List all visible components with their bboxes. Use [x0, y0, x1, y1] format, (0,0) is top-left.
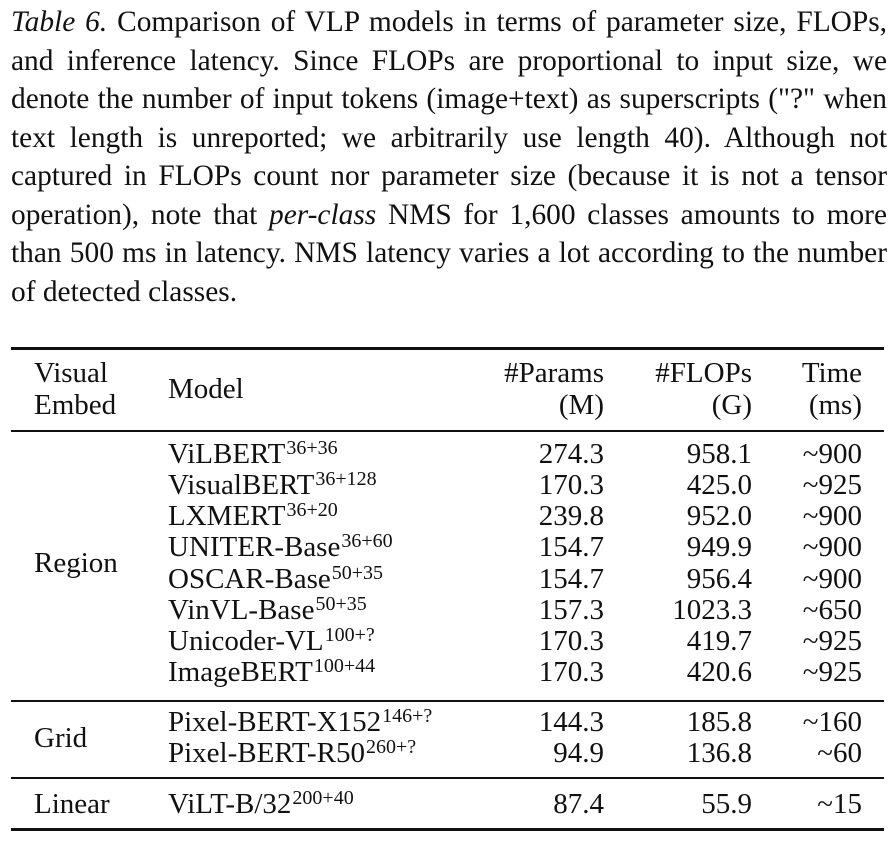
- header-visual-embed-2: Embed: [34, 389, 117, 421]
- header-params-2: (M): [558, 389, 604, 421]
- model-name-text: Pixel-BERT-X152: [168, 706, 382, 738]
- token-count: 36+128: [315, 468, 377, 490]
- time-cell: ~925: [802, 469, 862, 501]
- model-name: [168, 500, 338, 535]
- caption-text: Comparison of VLP models in terms of parameter size, FLOPs, and inference latency. Since FLOPs are proportional to input size, we denote the number of input tokens (image+text) as superscripts ("?" when text length is unreported; we arbitrarily use length 40). Although not captured in FLOPs count nor parameter size (because it is not a tensor operation), note that: [11, 6, 888, 231]
- params-cell: 170.3: [538, 656, 604, 688]
- header-params-1: #Params: [504, 357, 604, 389]
- model-name-text: ViLBERT: [168, 438, 286, 470]
- model-name: [168, 737, 416, 772]
- header-rule: [11, 430, 884, 432]
- flops-cell: 55.9: [701, 788, 752, 820]
- time-cell: ~900: [802, 438, 862, 470]
- model-name: [168, 469, 377, 504]
- model-name-text: VinVL-Base: [168, 594, 315, 626]
- flops-cell: 185.8: [686, 706, 752, 738]
- flops-cell: 420.6: [686, 656, 752, 688]
- time-cell: ~650: [802, 594, 862, 626]
- flops-cell: 419.7: [686, 625, 752, 657]
- model-name: [168, 531, 393, 566]
- model-name-text: LXMERT: [168, 500, 286, 532]
- model-name: [168, 656, 375, 691]
- model-name: [168, 788, 354, 823]
- flops-cell: 1023.3: [672, 594, 752, 626]
- header-visual-embed-1: Visual: [34, 357, 108, 389]
- model-name-text: Pixel-BERT-R50: [168, 737, 365, 769]
- params-cell: 87.4: [553, 788, 604, 820]
- header-flops-2: (G): [711, 389, 752, 421]
- model-name-text: OSCAR-Base: [168, 563, 331, 595]
- time-cell: ~900: [802, 500, 862, 532]
- params-cell: 144.3: [538, 706, 604, 738]
- token-count: 36+36: [286, 437, 338, 459]
- token-count: 100+44: [313, 655, 376, 677]
- group-label-grid: Grid: [34, 722, 88, 754]
- token-count: 146+?: [382, 705, 433, 727]
- caption-label: Table 6.: [11, 6, 108, 38]
- time-cell: ~15: [817, 788, 862, 820]
- caption-italic: per-class: [269, 198, 377, 231]
- flops-cell: 949.9: [686, 531, 752, 563]
- params-cell: 170.3: [538, 469, 604, 501]
- params-cell: 170.3: [538, 625, 604, 657]
- token-count: 36+60: [341, 530, 393, 552]
- params-cell: 239.8: [538, 500, 604, 532]
- params-cell: 154.7: [538, 531, 604, 563]
- flops-cell: 425.0: [686, 469, 752, 501]
- model-name: [168, 438, 338, 473]
- table-top-rule: [11, 347, 884, 350]
- model-name-text: UNITER-Base: [168, 531, 341, 563]
- time-cell: ~60: [817, 737, 862, 769]
- group-label-linear: Linear: [34, 788, 110, 820]
- header-time-2: (ms): [808, 389, 862, 421]
- token-count: 100+?: [324, 624, 375, 646]
- table-bottom-rule: [11, 828, 884, 831]
- header-model: Model: [168, 373, 244, 405]
- model-name-text: Unicoder-VL: [168, 625, 324, 657]
- params-cell: 154.7: [538, 563, 604, 595]
- caption-text-end: NMS for 1,600 classes amounts to more than 500 ms in latency. NMS latency varies a lot according to the number of detected classes.: [11, 198, 887, 308]
- token-count: 36+20: [286, 499, 338, 521]
- params-cell: 157.3: [538, 594, 604, 626]
- time-cell: ~160: [802, 706, 862, 738]
- params-cell: 274.3: [538, 438, 604, 470]
- params-cell: 94.9: [553, 737, 604, 769]
- model-name-text: ViLT-B/32: [168, 788, 292, 820]
- time-cell: ~900: [802, 531, 862, 563]
- header-flops-1: #FLOPs: [655, 357, 752, 389]
- token-count: 50+35: [331, 562, 384, 584]
- token-count: 260+?: [365, 736, 417, 758]
- token-count: 200+40: [292, 787, 354, 809]
- token-count: 50+35: [315, 593, 367, 615]
- time-cell: ~900: [802, 563, 862, 595]
- model-name-text: VisualBERT: [168, 469, 315, 501]
- flops-cell: 136.8: [686, 737, 752, 769]
- group-label-region: Region: [34, 547, 118, 579]
- time-cell: ~925: [802, 656, 862, 688]
- flops-cell: 952.0: [686, 500, 752, 532]
- time-cell: ~925: [802, 625, 862, 657]
- flops-cell: 958.1: [686, 438, 752, 470]
- group-rule: [11, 700, 884, 702]
- model-name-text: ImageBERT: [168, 656, 313, 688]
- table-caption: [11, 3, 887, 311]
- header-time-1: Time: [801, 357, 862, 389]
- flops-cell: 956.4: [686, 563, 752, 595]
- group-rule: [11, 777, 884, 779]
